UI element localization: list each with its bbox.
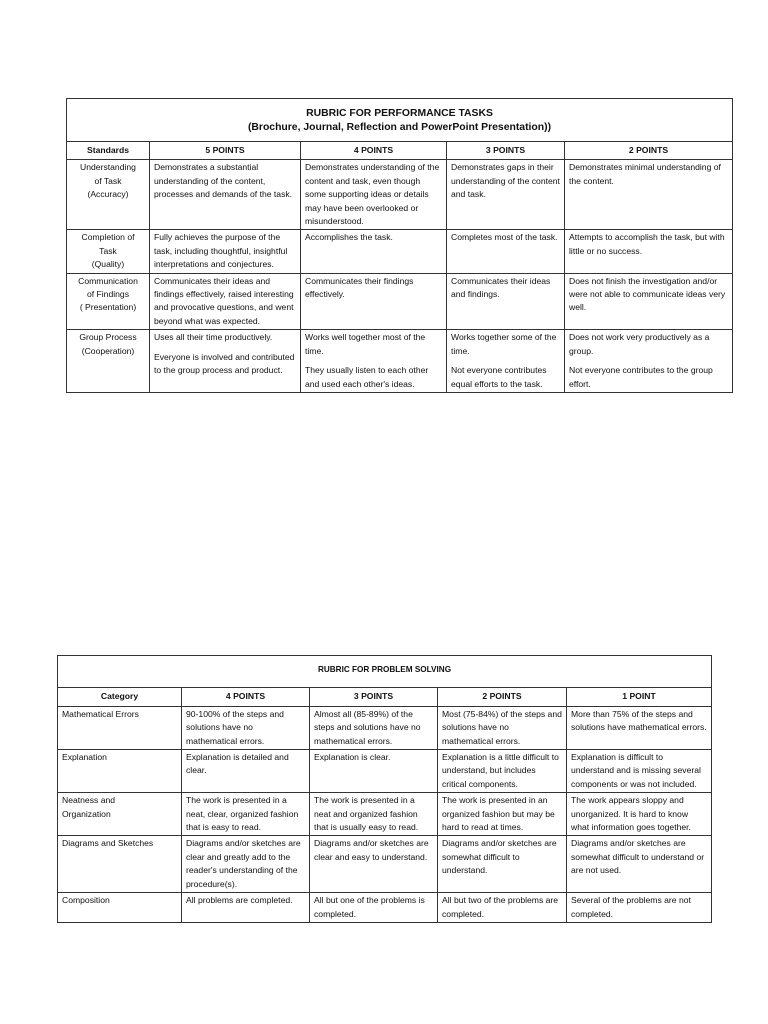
rubric-cell [150, 273, 301, 330]
rubric-cell: The work is presented in a neat, clear, organized fashion that is easy to read. [182, 793, 310, 836]
rubric-cell [150, 330, 301, 393]
standard-line: (Accuracy) [87, 189, 129, 200]
rubric-cell: Diagrams and/or sketches are somewhat difficult to understand or are not used. [567, 836, 712, 893]
standard-cell [67, 330, 150, 393]
table-row [58, 750, 712, 793]
category-cell: Explanation [58, 750, 182, 793]
performance-rubric-header-row [67, 142, 733, 160]
rubric-cell: Explanation is difficult to understand and is missing several components or was not included. [567, 750, 712, 793]
standard-line: of Task [94, 175, 122, 186]
table-row [58, 836, 712, 893]
standard-cell [67, 273, 150, 330]
rubric-cell: 90-100% of the steps and solutions have no mathematical errors. [182, 706, 310, 749]
rubric-cell: All but two of the problems are completed. [438, 893, 567, 923]
rubric-cell [565, 273, 733, 330]
performance-rubric-title: RUBRIC FOR PERFORMANCE TASKS [306, 108, 493, 119]
header-2-points: 2 POINTS [438, 688, 567, 706]
standard-line: Task [99, 245, 117, 256]
performance-rubric-subtitle: (Brochure, Journal, Reflection and PowerPoint Presentation)) [247, 122, 552, 133]
problem-solving-header-row [58, 688, 712, 706]
cell-text: Fully achieves the purpose of the task, including thoughtful, insightful interpretations and conjectures. [154, 232, 288, 270]
rubric-cell: Explanation is detailed and clear. [182, 750, 310, 793]
table-row [58, 706, 712, 749]
rubric-cell [150, 230, 301, 273]
table-row [67, 330, 733, 393]
rubric-cell: The work appears sloppy and unorganized. It is hard to know what information goes together. [567, 793, 712, 836]
table-row [67, 273, 733, 330]
table-row [58, 793, 712, 836]
rubric-cell [447, 230, 565, 273]
standard-cell [67, 160, 150, 230]
rubric-cell: All problems are completed. [182, 893, 310, 923]
header-4-points: 4 POINTS [301, 142, 447, 160]
cell-text: Does not work very productively as a group. [569, 332, 710, 356]
performance-rubric-table [66, 98, 733, 393]
rubric-cell: Most (75-84%) of the steps and solutions have no mathematical errors. [438, 706, 567, 749]
rubric-cell: Diagrams and/or sketches are clear and greatly add to the reader's understanding of the procedure(s). [182, 836, 310, 893]
header-3-points: 3 POINTS [310, 688, 438, 706]
rubric-cell: The work is presented in an organized fashion but may be hard to read at times. [438, 793, 567, 836]
rubric-cell: Diagrams and/or sketches are somewhat difficult to understand. [438, 836, 567, 893]
rubric-cell [301, 273, 447, 330]
standard-line: (Cooperation) [81, 345, 135, 356]
header-2-points: 2 POINTS [565, 142, 733, 160]
standard-line: of Findings [86, 289, 130, 300]
category-cell: Mathematical Errors [58, 706, 182, 749]
table-row [58, 893, 712, 923]
rubric-cell [301, 160, 447, 230]
cell-text: They usually listen to each other and used each other's ideas. [305, 365, 429, 389]
header-5-points: 5 POINTS [150, 142, 301, 160]
rubric-cell [447, 273, 565, 330]
cell-text: Demonstrates gaps in their understanding of the content and task. [451, 162, 560, 200]
category-cell: Composition [58, 893, 182, 923]
header-standards: Standards [67, 142, 150, 160]
cell-text: Demonstrates understanding of the content and task, even though some supporting ideas or details may have been overlooked or misunderstood. [305, 162, 440, 227]
header-3-points: 3 POINTS [447, 142, 565, 160]
rubric-cell [565, 230, 733, 273]
cell-text: Not everyone contributes equal efforts to the task. [451, 365, 547, 389]
table-row [67, 160, 733, 230]
header-category: Category [58, 688, 182, 706]
cell-text: Works together some of the time. [451, 332, 557, 356]
header-4-points: 4 POINTS [182, 688, 310, 706]
cell-text: Attempts to accomplish the task, but with little or no success. [569, 232, 725, 256]
table-row [67, 230, 733, 273]
cell-text: Demonstrates a substantial understanding of the content, processes and demands of the task. [154, 162, 293, 200]
rubric-cell [301, 230, 447, 273]
cell-text: Everyone is involved and contributed to the group process and product. [154, 351, 295, 376]
cell-text: Completes most of the task. [451, 232, 558, 243]
cell-text: Works well together most of the time. [305, 332, 426, 356]
rubric-cell [447, 160, 565, 230]
header-1-point: 1 POINT [567, 688, 712, 706]
rubric-cell: More than 75% of the steps and solutions have mathematical errors. [567, 706, 712, 749]
standard-line: Understanding [80, 162, 136, 173]
rubric-cell [447, 330, 565, 393]
rubric-cell: The work is presented in a neat and organized fashion that is usually easy to read. [310, 793, 438, 836]
cell-text: Communicates their ideas and findings. [451, 275, 551, 300]
cell-text: Communicates their findings effectively. [305, 275, 414, 300]
cell-text: Accomplishes the task. [305, 232, 393, 243]
cell-text: Uses all their time productively. [154, 332, 273, 343]
standard-line: Group Process [79, 332, 137, 343]
problem-solving-rubric-table [57, 655, 712, 923]
standard-line: Completion of [81, 232, 135, 243]
problem-solving-title: RUBRIC FOR PROBLEM SOLVING [58, 656, 712, 688]
standard-line: ( Presentation) [79, 302, 137, 313]
category-text: Neatness and Organization [62, 795, 116, 819]
category-cell: Diagrams and Sketches [58, 836, 182, 893]
cell-text: Communicates their ideas and findings effectively, raised interesting and provocative questions, and went beyond what was expected. [154, 275, 294, 326]
rubric-cell [565, 330, 733, 393]
rubric-cell: All but one of the problems is completed. [310, 893, 438, 923]
rubric-cell [150, 160, 301, 230]
standard-line: (Quality) [91, 259, 125, 270]
standard-line: Communication [78, 275, 138, 286]
cell-text: Demonstrates minimal understanding of the content. [569, 162, 721, 186]
cell-text: Does not finish the investigation and/or were not able to communicate ideas very well. [569, 275, 726, 313]
rubric-cell [301, 330, 447, 393]
standard-cell [67, 230, 150, 273]
performance-rubric-title-cell [67, 99, 733, 142]
category-cell [58, 793, 182, 836]
rubric-cell [565, 160, 733, 230]
rubric-cell: Explanation is clear. [310, 750, 438, 793]
rubric-cell: Explanation is a little difficult to understand, but includes critical components. [438, 750, 567, 793]
rubric-cell: Almost all (85-89%) of the steps and solutions have no mathematical errors. [310, 706, 438, 749]
rubric-cell: Several of the problems are not completed. [567, 893, 712, 923]
rubric-cell: Diagrams and/or sketches are clear and easy to understand. [310, 836, 438, 893]
cell-text: Not everyone contributes to the group effort. [569, 365, 713, 389]
